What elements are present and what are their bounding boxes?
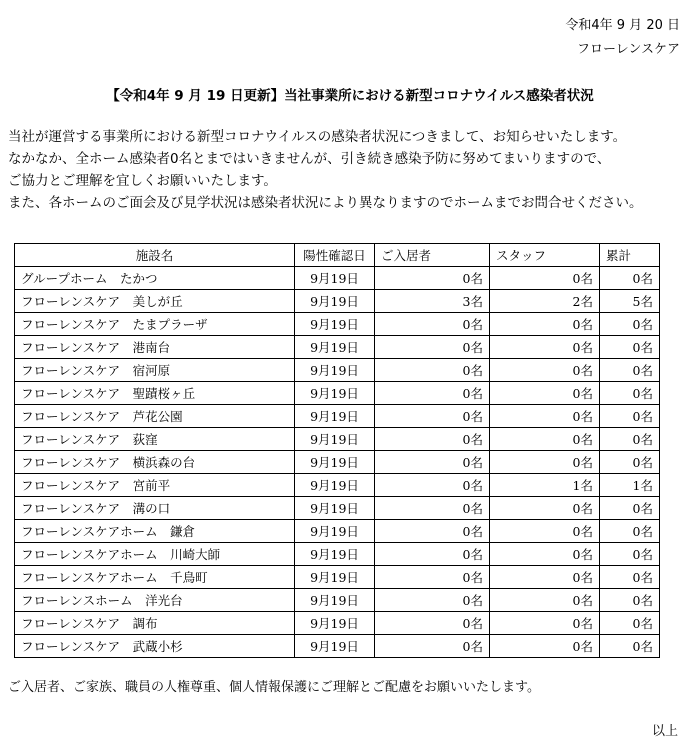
confirm-date-cell: 9月19日 [295, 290, 375, 313]
total-count-cell: 0名 [600, 267, 660, 290]
staff-count-cell: 0名 [490, 405, 600, 428]
table-header-row [15, 244, 660, 267]
table-row [15, 359, 660, 382]
table-row [15, 428, 660, 451]
facility-name-cell: フローレンスホーム 洋光台 [15, 589, 295, 612]
table-row [15, 267, 660, 290]
residents-count-cell: 0名 [375, 612, 490, 635]
residents-count-cell: 3名 [375, 290, 490, 313]
residents-count-cell: 0名 [375, 336, 490, 359]
confirm-date-cell: 9月19日 [295, 313, 375, 336]
total-count-cell: 1名 [600, 474, 660, 497]
document-date: 令和4年 9 月 20 日 [565, 18, 680, 33]
table-row [15, 474, 660, 497]
intro-line: なかなか、全ホーム感染者0名とまではいきませんが、引き続き感染予防に努めてまいりますので、 [8, 151, 611, 167]
facility-name-cell: フローレンスケアホーム 千鳥町 [15, 566, 295, 589]
facility-name-cell: フローレンスケアホーム 鎌倉 [15, 520, 295, 543]
confirm-date-cell: 9月19日 [295, 612, 375, 635]
staff-count-cell: 0名 [490, 336, 600, 359]
table-body [15, 267, 660, 658]
facility-name-cell: フローレンスケア 横浜森の台 [15, 451, 295, 474]
total-count-cell: 0名 [600, 359, 660, 382]
residents-count-cell: 0名 [375, 405, 490, 428]
staff-count-cell: 0名 [490, 635, 600, 658]
staff-count-cell: 0名 [490, 382, 600, 405]
confirm-date-cell: 9月19日 [295, 474, 375, 497]
residents-count-cell: 0名 [375, 428, 490, 451]
facility-name-cell: グループホーム たかつ [15, 267, 295, 290]
residents-count-cell: 0名 [375, 543, 490, 566]
confirm-date-cell: 9月19日 [295, 497, 375, 520]
residents-count-cell: 0名 [375, 520, 490, 543]
table-row [15, 290, 660, 313]
staff-count-cell: 0名 [490, 428, 600, 451]
infection-status-table [14, 243, 660, 658]
total-count-cell: 0名 [600, 497, 660, 520]
confirm-date-cell: 9月19日 [295, 382, 375, 405]
organization-name: フローレンスケア [576, 42, 680, 57]
facility-name-cell: フローレンスケアホーム 川崎大師 [15, 543, 295, 566]
total-count-cell: 0名 [600, 451, 660, 474]
confirm-date-cell: 9月19日 [295, 543, 375, 566]
table-row [15, 543, 660, 566]
table-row [15, 612, 660, 635]
header-staff: スタッフ [490, 244, 600, 267]
total-count-cell: 0名 [600, 336, 660, 359]
staff-count-cell: 0名 [490, 497, 600, 520]
table-row [15, 382, 660, 405]
residents-count-cell: 0名 [375, 382, 490, 405]
confirm-date-cell: 9月19日 [295, 405, 375, 428]
facility-name-cell: フローレンスケア 港南台 [15, 336, 295, 359]
facility-name-cell: フローレンスケア 荻窪 [15, 428, 295, 451]
confirm-date-cell: 9月19日 [295, 566, 375, 589]
staff-count-cell: 0名 [490, 313, 600, 336]
footer-note: ご入居者、ご家族、職員の人権尊重、個人情報保護にご理解とご配慮をお願いいたします。 [8, 680, 540, 695]
residents-count-cell: 0名 [375, 566, 490, 589]
residents-count-cell: 0名 [375, 359, 490, 382]
table-row [15, 520, 660, 543]
header-total: 累計 [600, 244, 660, 267]
table-row [15, 336, 660, 359]
total-count-cell: 0名 [600, 612, 660, 635]
intro-line: 当社が運営する事業所における新型コロナウイルスの感染者状況につきまして、お知らせいたします。 [8, 129, 627, 145]
confirm-date-cell: 9月19日 [295, 635, 375, 658]
residents-count-cell: 0名 [375, 451, 490, 474]
facility-name-cell: フローレンスケア 芦花公園 [15, 405, 295, 428]
facility-name-cell: フローレンスケア 美しが丘 [15, 290, 295, 313]
residents-count-cell: 0名 [375, 589, 490, 612]
facility-name-cell: フローレンスケア 聖蹟桜ヶ丘 [15, 382, 295, 405]
residents-count-cell: 0名 [375, 313, 490, 336]
total-count-cell: 0名 [600, 566, 660, 589]
total-count-cell: 0名 [600, 635, 660, 658]
confirm-date-cell: 9月19日 [295, 589, 375, 612]
facility-name-cell: フローレンスケア 調布 [15, 612, 295, 635]
staff-count-cell: 0名 [490, 520, 600, 543]
confirm-date-cell: 9月19日 [295, 428, 375, 451]
table-row [15, 497, 660, 520]
facility-name-cell: フローレンスケア 溝の口 [15, 497, 295, 520]
staff-count-cell: 0名 [490, 451, 600, 474]
staff-count-cell: 2名 [490, 290, 600, 313]
total-count-cell: 0名 [600, 405, 660, 428]
total-count-cell: 0名 [600, 589, 660, 612]
residents-count-cell: 0名 [375, 497, 490, 520]
table-row [15, 313, 660, 336]
staff-count-cell: 0名 [490, 267, 600, 290]
residents-count-cell: 0名 [375, 267, 490, 290]
total-count-cell: 0名 [600, 428, 660, 451]
table-row [15, 635, 660, 658]
confirm-date-cell: 9月19日 [295, 520, 375, 543]
table-row [15, 566, 660, 589]
intro-text [8, 126, 698, 214]
total-count-cell: 0名 [600, 313, 660, 336]
total-count-cell: 0名 [600, 543, 660, 566]
staff-count-cell: 1名 [490, 474, 600, 497]
confirm-date-cell: 9月19日 [295, 336, 375, 359]
closing-mark: 以上 [651, 724, 678, 739]
confirm-date-cell: 9月19日 [295, 359, 375, 382]
facility-name-cell: フローレンスケア 宮前平 [15, 474, 295, 497]
table-row [15, 451, 660, 474]
staff-count-cell: 0名 [490, 612, 600, 635]
document-title: 【令和4年 9 月 19 日更新】当社事業所における新型コロナウイルス感染者状況 [106, 88, 594, 104]
confirm-date-cell: 9月19日 [295, 451, 375, 474]
residents-count-cell: 0名 [375, 635, 490, 658]
table-row [15, 405, 660, 428]
residents-count-cell: 0名 [375, 474, 490, 497]
header-confirm-date: 陽性確認日 [295, 244, 375, 267]
staff-count-cell: 0名 [490, 589, 600, 612]
total-count-cell: 5名 [600, 290, 660, 313]
header-facility: 施設名 [15, 244, 295, 267]
total-count-cell: 0名 [600, 520, 660, 543]
confirm-date-cell: 9月19日 [295, 267, 375, 290]
intro-line: また、各ホームのご面会及び見学状況は感染者状況により異なりますのでホームまでお問合せください。 [8, 195, 643, 211]
staff-count-cell: 0名 [490, 543, 600, 566]
staff-count-cell: 0名 [490, 359, 600, 382]
header-residents: ご入居者 [375, 244, 490, 267]
facility-name-cell: フローレンスケア 宿河原 [15, 359, 295, 382]
table-row [15, 589, 660, 612]
total-count-cell: 0名 [600, 382, 660, 405]
facility-name-cell: フローレンスケア たまプラーザ [15, 313, 295, 336]
staff-count-cell: 0名 [490, 566, 600, 589]
facility-name-cell: フローレンスケア 武蔵小杉 [15, 635, 295, 658]
intro-line: ご協力とご理解を宜しくお願いいたします。 [8, 173, 277, 189]
